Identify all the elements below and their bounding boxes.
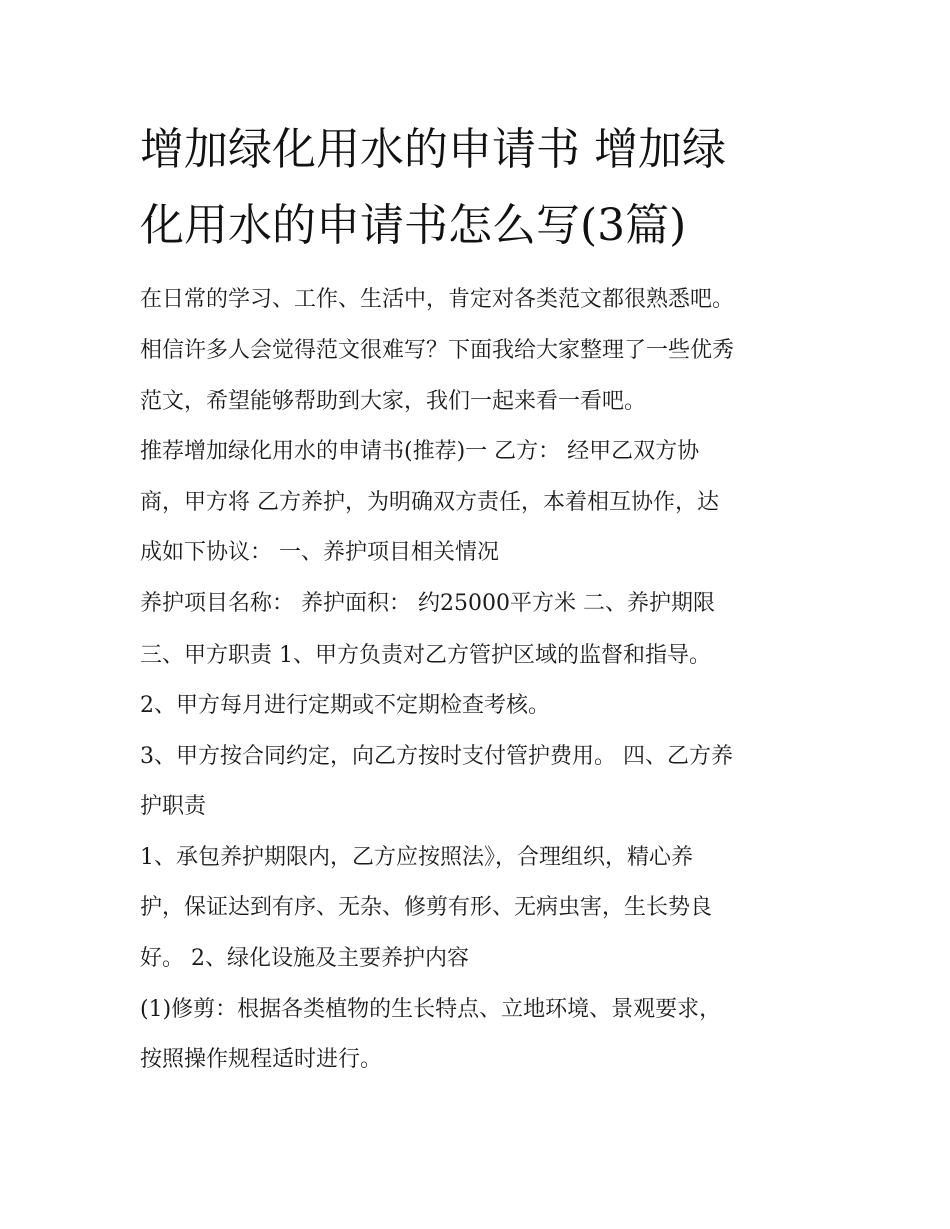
body-line-3: 范文，希望能够帮助到大家，我们一起来看一看吧。 (140, 389, 647, 414)
document-title (140, 112, 820, 264)
body-line-7: 养护项目名称： 养护面积： 约25000平方米 二、养护期限 (140, 591, 715, 616)
body-line-9: 2、甲方每月进行定期或不定期检查考核。 (140, 693, 550, 718)
body-line-10: 3、甲方按合同约定，向乙方按时支付管护费用。 四、乙方养 (140, 744, 733, 769)
body-line-2: 相信许多人会觉得范文很难写？下面我给大家整理了一些优秀 (140, 338, 735, 363)
body-line-11: 护职责 (140, 794, 207, 819)
body-line-16: 按照操作规程适时进行。 (140, 1047, 383, 1072)
body-line-6: 成如下协议： 一、养护项目相关情况 (140, 540, 499, 565)
body-line-8: 三、甲方职责 1、甲方负责对乙方管护区域的监督和指导。 (140, 643, 711, 668)
body-line-14: 好。 2、绿化设施及主要养护内容 (140, 946, 469, 971)
body-line-15: (1)修剪：根据各类植物的生长特点、立地环境、景观要求， (140, 997, 722, 1022)
body-line-13: 护，保证达到有序、无杂、修剪有形、无病虫害，生长势良 (140, 895, 713, 920)
body-line-1: 在日常的学习、工作、生活中，肯定对各类范文都很熟悉吧。 (140, 287, 735, 312)
body-line-4: 推荐增加绿化用水的申请书(推荐)一 乙方： 经甲乙双方协 (140, 439, 700, 464)
body-line-5: 商，甲方将 乙方养护，为明确双方责任，本着相互协作，达 (140, 490, 719, 515)
title-line-1: 增加绿化用水的申请书 增加绿 (140, 124, 726, 175)
body-line-12: 1、承包养护期限内，乙方应按照法》，合理组织，精心养 (140, 845, 693, 870)
title-line-2: 化用水的申请书怎么写(3篇) (140, 200, 687, 251)
